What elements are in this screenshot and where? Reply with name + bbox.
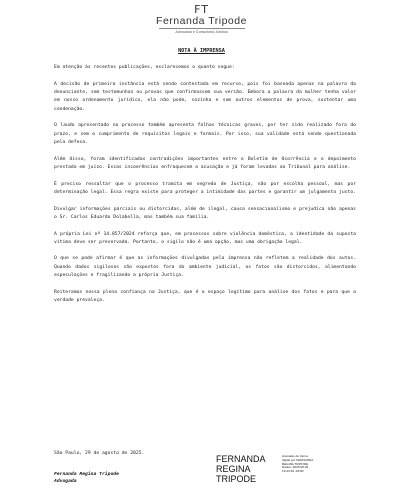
paragraph: A própria Lei nº 14.857/2024 reforça que, em processos sobre violência doméstica, a identidade da suposta vítima deve ser preservada. Portanto, o sigilo não é uma opção, mas uma obrigação legal. bbox=[54, 231, 356, 245]
digital-signature-detail-line: Assinado de forma bbox=[282, 454, 308, 458]
paragraph: Além disso, foram identificadas contradições importantes entre o Boletim de Ocorrência e o depoimento prestado em juízo. Essas incoerências enfraquecem a acusação e já foram levadas ao Tribunal para análise. bbox=[54, 156, 356, 170]
paragraph: A decisão de primeira instância está sendo contestada em recurso, pois foi baseada apenas na palavra da denunciante, sem testemunhas ou provas que confirmassem sua versão. Embora a palavra da mulher tenha valor em nosso ordenamento jurídico, ela não pode, sozinha e sem outros elementos de prova, sustentar uma condenação. bbox=[54, 81, 356, 112]
digital-signature-name-line: REGINA bbox=[216, 464, 251, 474]
paragraph: Divulgar informações parciais ou distorcidas, além de ilegal, causa sensacionalismo e prejudica não apenas o Sr. Carlos Eduardo Dolabella, mas também sua família. bbox=[54, 206, 356, 220]
document-body bbox=[54, 64, 356, 314]
signatory-role: Advogada bbox=[54, 479, 77, 484]
paragraph: O que se pode afirmar é que as informações divulgadas pela imprensa não refletem a realidade dos autos. Quando dados sigilosos são expostos fora do ambiente judicial, os fatos são distorcidos, alimentando especulações e fragilizando a própria Justiça. bbox=[54, 256, 356, 279]
letterhead bbox=[0, 4, 403, 35]
monogram-logo: FT bbox=[194, 3, 209, 16]
paragraph: Reiteramos nossa plena confiança na Justiça, que é o espaço legítimo para análise dos fatos e para que a verdade prevaleça. bbox=[54, 289, 356, 304]
paragraph: Em atenção às recentes publicações, esclarecemos o quanto segue: bbox=[54, 65, 235, 70]
digital-signature-detail-line: 16:43:40 -03'00' bbox=[282, 469, 304, 474]
digital-signature-name-line: TRIPODE bbox=[216, 474, 257, 484]
digital-signature-name bbox=[216, 454, 266, 484]
digital-signature-name-line: FERNANDA bbox=[216, 454, 266, 464]
place-and-date: São Paulo, 29 de agosto de 2025. bbox=[54, 451, 145, 456]
firm-tagline: Advocacia e Consultoria Jurídica bbox=[159, 28, 245, 35]
digital-signature-details bbox=[282, 455, 313, 474]
digital-signature-detail-line: Dados: 2025.08.29 bbox=[282, 465, 309, 470]
document-title: NOTA À IMPRENSA bbox=[178, 48, 225, 54]
paragraph: É preciso ressaltar que o processo tramita em segredo de Justiça, não por escolha pessoal, mas por determinação legal. Essa regra existe para proteger a intimidade das partes e garantir um julgamento justo. bbox=[54, 181, 356, 195]
paragraph: O laudo apresentado no processo também apresenta falhas técnicas graves, por ter sido realizado fora do prazo, e sem o cumprimento de requisitos legais e formais. Por isso, sua validade está sendo questionada pela defesa. bbox=[54, 123, 356, 145]
digital-signature-stamp bbox=[216, 454, 356, 494]
firm-name: Fernanda Tripode bbox=[156, 15, 247, 27]
digital-signature-detail-line: REGINA TRIPODE bbox=[282, 461, 309, 466]
digital-signature-detail-line: digital por FERNANDA bbox=[282, 457, 314, 462]
signatory-name: Fernanda Regina Tripode bbox=[54, 472, 119, 477]
